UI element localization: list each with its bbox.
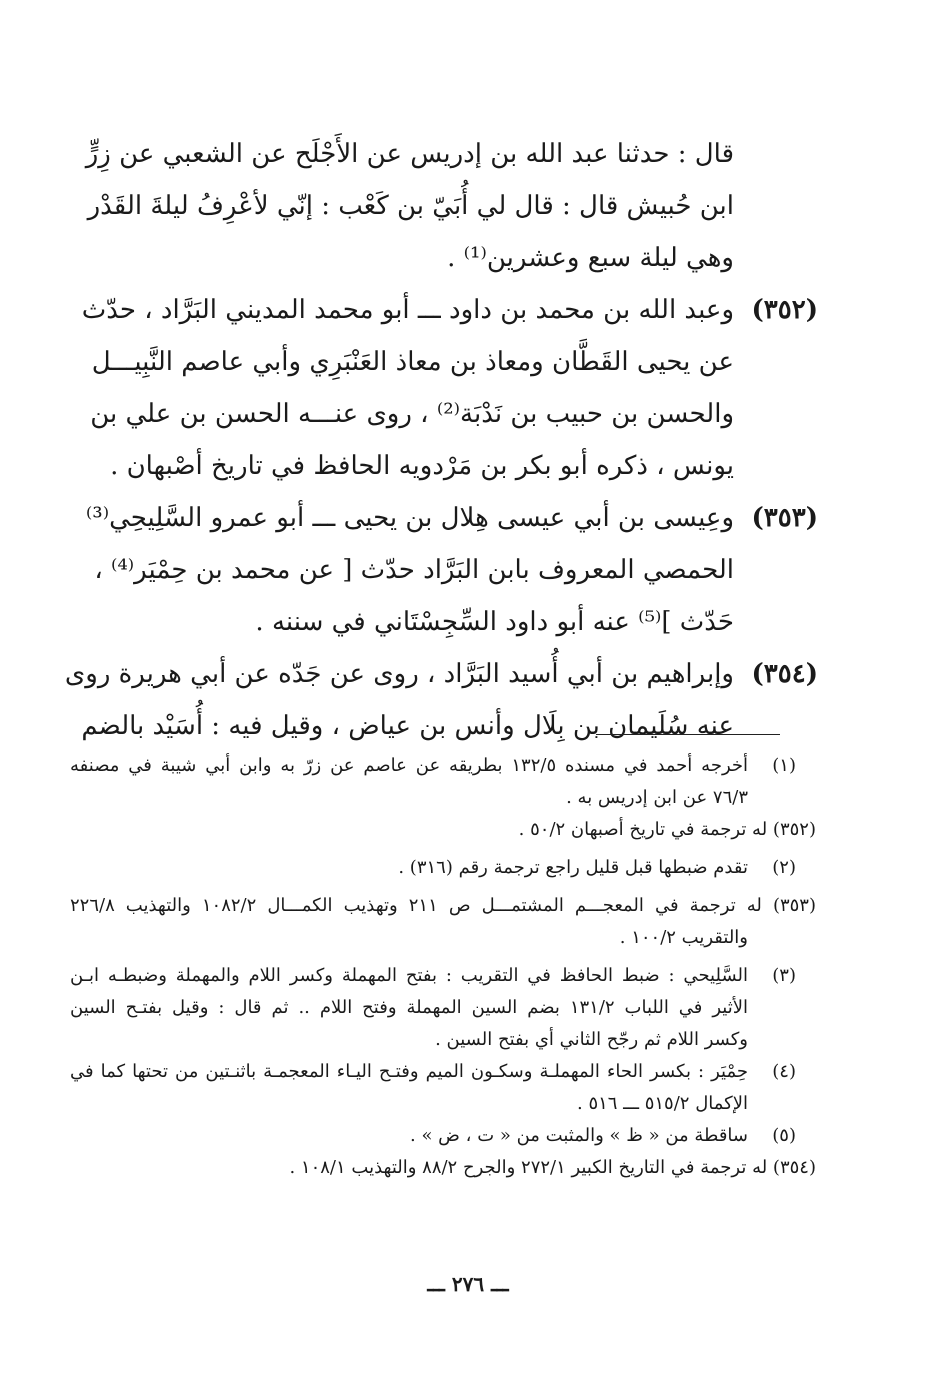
entry-number: (٣٥٣) <box>751 503 818 533</box>
text-line: وهي ليلة سبع وعشرين⁽¹⁾ . <box>447 243 734 273</box>
main-text <box>64 128 818 752</box>
footnote-number: (٢) <box>772 857 796 878</box>
footnote-line: تقدم ضبطها قبل قليل راجع ترجمة رقم (٣١٦) . <box>398 857 748 878</box>
text-line: عن يحيى القَطَّان ومعاذ بن معاذ العَنْبَرِي وأبي عاصم النَّبِيـــل <box>91 347 734 377</box>
text-line: وعبد الله بن محمد بن داود ـــ أبو محمد المديني البَرَّاد ، حدّث <box>81 295 734 325</box>
text-line: وإبراهيم بن أبي أُسيد البَرَّاد ، روى عن جَدّه عن أبي هريرة روى <box>64 659 734 689</box>
footnote-1 <box>70 750 816 814</box>
entry-353 <box>85 492 818 648</box>
entry-ref-354: (٣٥٤) له ترجمة في التاريخ الكبير ٢٧٢/١ والجرح ٨٨/٢ والتهذيب ١٠٨/١ . <box>289 1157 816 1178</box>
footnote-line: السَّلِيحي : ضبط الحافظ في التقريب : بفتح المهملة وكسر اللام والمهملة وضبطـه ابـن <box>70 965 748 986</box>
footnote-4 <box>70 1056 816 1120</box>
footnote-line: ساقطة من « ظ » والمثبت من « ت ، ض » . <box>410 1125 748 1146</box>
footnote-2 <box>70 852 816 884</box>
text-line: يونس ، ذكره أبو بكر بن مَرْدويه الحافظ في تاريخ أصْبهان . <box>110 451 734 481</box>
text-line: الحمصي المعروف بابن البَرَّاد حدّث [ عن محمد بن حِمْيَر⁽⁴⁾ ، <box>94 555 734 585</box>
footnote-3 <box>70 960 816 1056</box>
text-line: وعِيسى بن أبي عيسى هِلال بن يحيى ـــ أبو عمرو السَّلِيحِي⁽³⁾ <box>85 503 734 533</box>
text-line: والحسن بن حبيب بن نَدْبَة⁽²⁾ ، روى عنـــه الحسن بن علي بن <box>90 399 734 429</box>
footnotes <box>70 750 816 1184</box>
footnote-5 <box>70 1120 816 1152</box>
footnote-line: وكسر اللام ثم رجّح الثاني أي بفتح السين . <box>435 1029 748 1050</box>
entry-354 <box>64 648 818 752</box>
footnote-number: (١) <box>772 755 796 776</box>
footnote-line: الإكمال ٥١٥/٢ ـــ ٥١٦ . <box>576 1093 748 1114</box>
entry-ref-353 <box>70 890 816 954</box>
footnote-number: (٤) <box>772 1061 796 1082</box>
footnote-line: والتقريب ١٠٠/٢ . <box>619 927 748 948</box>
footnote-line: ٧٦/٣ عن ابن إدريس به . <box>566 787 748 808</box>
text-line: ابن حُبيش قال : قال لي أُبَيّ بن كَعْب : إنّي لأعْرِفُ ليلةَ القَدْر <box>87 191 734 221</box>
text-line: حَدّث ]⁽⁵⁾ عنه أبو داود السِّجِسْتَاني في سننه . <box>255 607 734 637</box>
entry-ref-352: (٣٥٢) له ترجمة في تاريخ أصبهان ٥٠/٢ . <box>518 819 816 840</box>
text-line: عنه سُلَيمان بن بِلَال وأنس بن عياض ، وقيل فيه : أُسَيْد بالضم <box>81 711 734 741</box>
text-line: قال : حدثنا عبد الله بن إدريس عن الأَجْلَح عن الشعبي عن زِرٍّ <box>85 139 734 169</box>
footnote-number: (٥) <box>772 1125 796 1146</box>
footnote-line: الأثير في اللباب ١٣١/٢ بضم السين المهملة وفتح اللام .. ثم قال : وقيل بفتـح السين <box>70 997 749 1018</box>
footnote-number: (٣) <box>772 965 796 986</box>
page-number: ـــ ٢٧٦ ـــ <box>427 1272 509 1296</box>
intro-paragraph <box>85 128 818 284</box>
entry-352 <box>81 284 818 492</box>
entry-number: (٣٥٢) <box>751 295 818 325</box>
footnote-line: (٣٥٣) له ترجمة في المعجـــم المشتمـــل ص ٢١١ وتهذيب الكمـــال ١٠٨٢/٢ والتهذيب ٢٢٦/٨ <box>70 895 817 916</box>
entry-number: (٣٥٤) <box>751 659 818 689</box>
footnote-separator <box>596 734 780 735</box>
footnote-line: حِمْيَر : بكسر الحاء المهملـة وسكـون الميم وفتـح اليـاء المعجمـة باثنـتين من تحتها كما في <box>70 1061 748 1082</box>
footnote-line: أخرجه أحمد في مسنده ١٣٢/٥ بطريقه عن عاصم عن زرّ به وابن أبي شيبة في مصنفه <box>70 755 749 776</box>
